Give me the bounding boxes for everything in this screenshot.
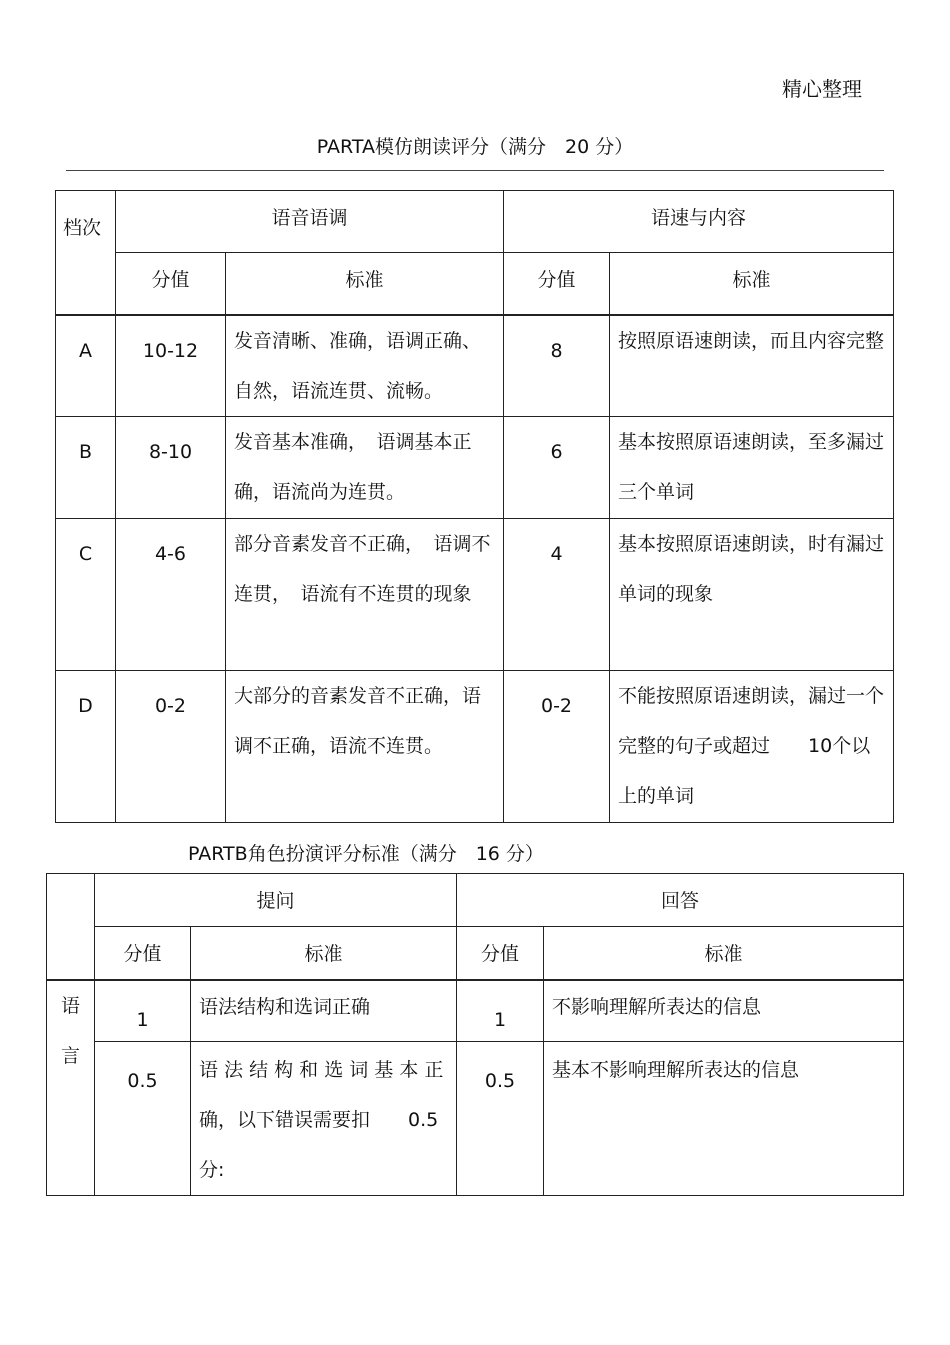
table-row (47, 1042, 904, 1196)
table-row (56, 315, 894, 417)
category-cell (47, 980, 95, 1196)
part-a-title: PARTA模仿朗读评分（满分 20 分） (316, 136, 634, 158)
score-header: 分值 (116, 253, 226, 315)
part-b-table (46, 873, 904, 1196)
level-cell: A (56, 315, 116, 417)
standard-cell: 不影响理解所表达的信息 (544, 980, 904, 1042)
table-row (47, 980, 904, 1042)
blank-corner-cell (47, 874, 95, 980)
standard-cell: 基本按照原语速朗读，时有漏过单词的现象 (610, 519, 894, 671)
group-header-question: 提问 (95, 874, 457, 927)
score-cell: 0-2 (504, 671, 610, 823)
score-cell: 8-10 (116, 417, 226, 519)
standard-header: 标准 (544, 927, 904, 980)
score-cell: 8 (504, 315, 610, 417)
score-cell: 0-2 (116, 671, 226, 823)
title-rule (66, 170, 884, 171)
standard-header: 标准 (226, 253, 504, 315)
standard-cell: 不能按照原语速朗读，漏过一个完整的句子或超过 10个以上的单词 (610, 671, 894, 823)
part-b-title: PARTB角色扮演评分标准（满分 16 分） (188, 843, 544, 865)
score-header: 分值 (457, 927, 544, 980)
score-cell: 0.5 (95, 1042, 191, 1196)
standard-header: 标准 (191, 927, 457, 980)
standard-cell: 按照原语速朗读，而且内容完整 (610, 315, 894, 417)
category-label: 语言 (60, 994, 80, 1067)
standard-cell: 基本按照原语速朗读，至多漏过三个单词 (610, 417, 894, 519)
standard-cell: 发音清晰、准确，语调正确、自然，语流连贯、流畅。 (226, 315, 504, 417)
header-note: 精心整理 (782, 77, 862, 101)
standard-cell: 语 法 结 构 和 选 词 基 本 正 确，以下错误需要扣 0.5分: (191, 1042, 457, 1196)
score-header: 分值 (504, 253, 610, 315)
standard-cell: 语法结构和选词正确 (191, 980, 457, 1042)
score-cell: 6 (504, 417, 610, 519)
score-cell: 0.5 (457, 1042, 544, 1196)
score-cell: 10-12 (116, 315, 226, 417)
group-header-pronunciation: 语音语调 (116, 191, 504, 253)
score-header: 分值 (95, 927, 191, 980)
part-a-table (55, 190, 894, 823)
level-cell: C (56, 519, 116, 671)
table-row (56, 671, 894, 823)
standard-header: 标准 (610, 253, 894, 315)
score-cell: 1 (95, 980, 191, 1042)
standard-cell: 大部分的音素发音不正确，语调不正确，语流不连贯。 (226, 671, 504, 823)
standard-cell: 部分音素发音不正确， 语调不连贯， 语流有不连贯的现象 (226, 519, 504, 671)
table-row (56, 417, 894, 519)
standard-cell: 发音基本准确， 语调基本正确，语流尚为连贯。 (226, 417, 504, 519)
group-header-answer: 回答 (457, 874, 904, 927)
group-header-speed-content: 语速与内容 (504, 191, 894, 253)
score-cell: 1 (457, 980, 544, 1042)
level-cell: D (56, 671, 116, 823)
table-row (56, 519, 894, 671)
level-cell: B (56, 417, 116, 519)
score-cell: 4-6 (116, 519, 226, 671)
standard-cell: 基本不影响理解所表达的信息 (544, 1042, 904, 1196)
level-header: 档次 (56, 191, 116, 315)
score-cell: 4 (504, 519, 610, 671)
